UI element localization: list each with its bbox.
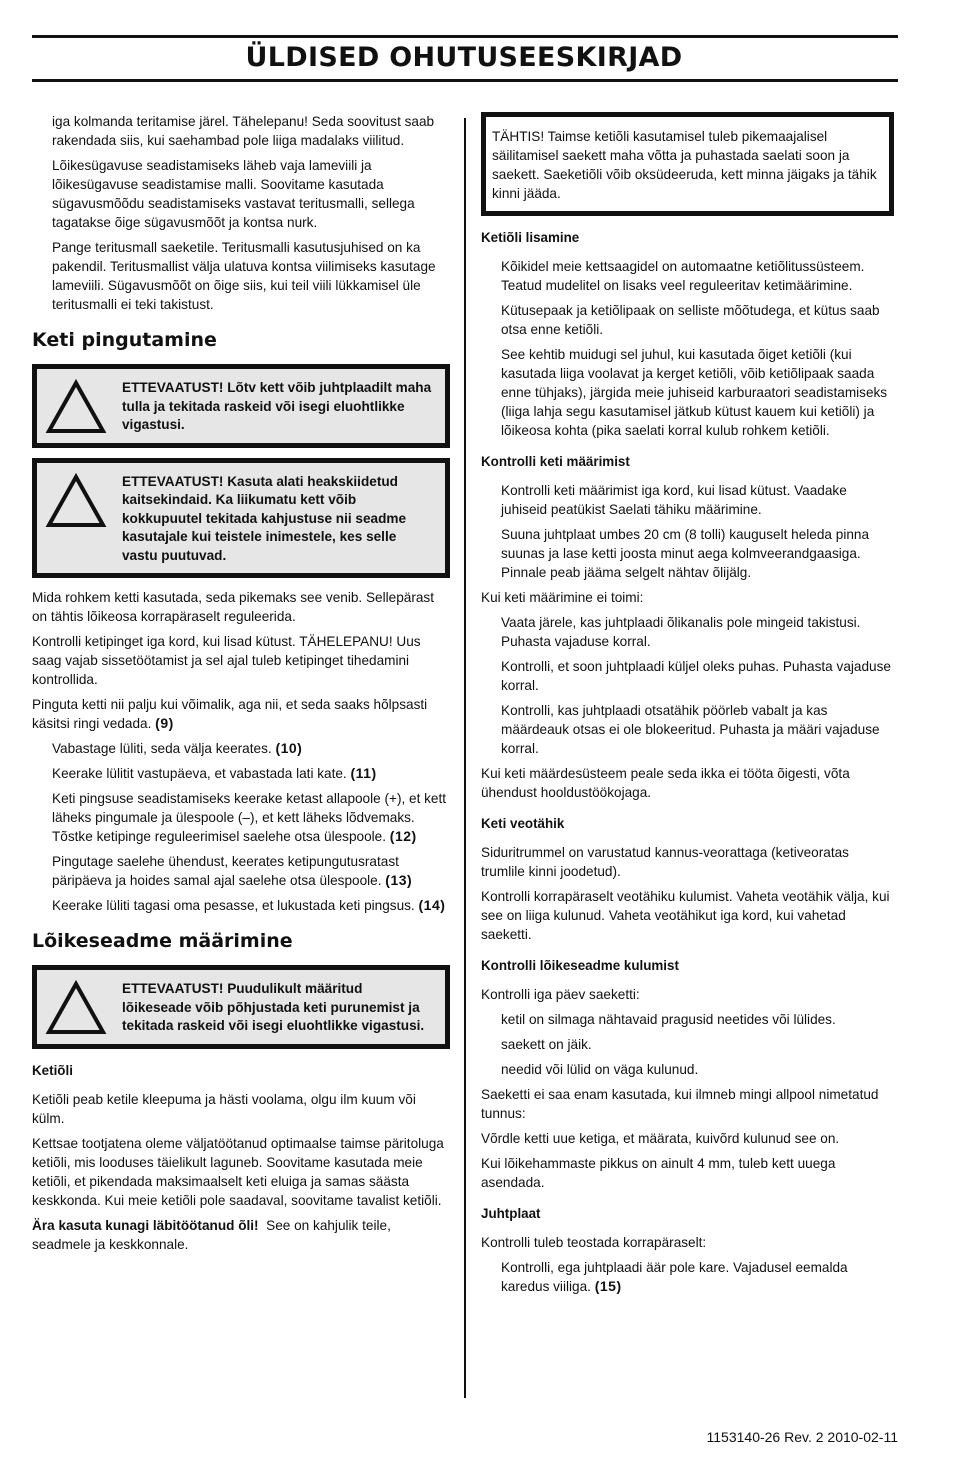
emphasis: Ära kasuta kunagi läbitöötanud õli! [32, 1217, 259, 1233]
paragraph: Kontrolli iga päev saeketti: [481, 987, 640, 1002]
header-rule-top [32, 35, 898, 38]
step: Vabastage lüliti, seda välja keerates. (10) [52, 740, 303, 756]
figure-ref: (15) [594, 1278, 622, 1294]
warning-triangle-icon [44, 979, 108, 1037]
column-divider [464, 118, 466, 1398]
page-title: ÜLDISED OHUTUSEESKIRJAD [245, 42, 683, 73]
subheading-sprocket: Keti veotähik [481, 816, 565, 831]
figure-ref: (13) [385, 872, 413, 888]
paragraph: Kontrolli ketipinget iga kord, kui lisad kütust. TÄHELEPANU! Uus saag vajab sissetöötamist ja sel ajal tuleb ketipinget tihedamini kontrollida. [32, 634, 421, 687]
warning-triangle-icon [44, 472, 108, 530]
list-item: needid või lülid on väga kulunud. [501, 1062, 699, 1077]
right-column [481, 112, 894, 1302]
subheading-guide-bar: Juhtplaat [481, 1206, 541, 1221]
step: Pingutage saelehe ühendust, keerates ketipungutusratast päripäeva ja hoides samal ajal saelehe otsa ülespoole. (13) [52, 854, 413, 888]
document-footer: 1153140-26 Rev. 2 2010-02-11 [706, 1429, 898, 1445]
intro-paragraph: Pange teritusmall saeketile. Teritusmalli kasutusjuhised on ka pakendil. Teritusmallist välja ulatuva kontsa viilimiseks kasutage lameviili. Sügavusmõõt on õige siis, kui teil viili lükkamisel üle teritusmalli ei teki takistust. [52, 240, 436, 312]
list-item: Vaata järele, kas juhtplaadi õlikanalis pole mingeid takistusi. Puhasta vajaduse korral. [501, 615, 861, 649]
header-rule-bottom [32, 79, 898, 82]
paragraph: Ära kasuta kunagi läbitöötanud õli! See on kahjulik teile, seadmele ja keskkonnale. [32, 1217, 391, 1252]
paragraph: Kui lõikehammaste pikkus on ainult 4 mm, tuleb kett uuega asendada. [481, 1156, 836, 1190]
section-heading-chain-tension: Keti pingutamine [32, 329, 217, 351]
warning-triangle-icon [44, 378, 108, 436]
section-heading-lubrication: Lõikeseadme määrimine [32, 930, 293, 952]
figure-ref: (10) [275, 740, 303, 756]
figure-ref: (14) [418, 897, 446, 913]
paragraph: Siduritrummel on varustatud kannus-veorattaga (ketiveoratas trumlile kinni joodetud). [481, 845, 849, 879]
warning-box-gloves [32, 458, 450, 579]
paragraph: Suuna juhtplaat umbes 20 cm (8 tolli) kauguselt heleda pinna suunas ja lase ketti joosta minut aega kolmveerandgaasiga. Pinnale peab jääma selgelt nähtav õlijälg. [501, 527, 870, 580]
warning-box-lubrication [32, 965, 450, 1049]
paragraph: Mida rohkem ketti kasutada, seda pikemaks see venib. Sellepärast on tähtis lõikeosa korrapäraselt reguleerida. [32, 590, 434, 624]
intro-paragraph: iga kolmanda teritamise järel. Tähelepanu! Seda soovitust saab rakendada siis, kui saehambad pole liiga madalaks viilitud. [52, 114, 435, 148]
important-note-box [481, 112, 894, 216]
list-item: ketil on silmaga nähtavaid pragusid neetides või lülides. [501, 1012, 836, 1027]
paragraph: Võrdle ketti uue ketiga, et määrata, kuivõrd kulunud see on. [481, 1131, 840, 1146]
list-item: Kontrolli, kas juhtplaadi otsatähik pöörleb vabalt ja kas määrdeauk otsas ei ole blokeeritud. Puhasta ja määri vajaduse korral. [501, 703, 880, 756]
paragraph: Pinguta ketti nii palju kui võimalik, aga nii, et seda saaks hõlpsasti käsitsi ringi vedada. (9) [32, 697, 428, 731]
paragraph: Kettsae tootjatena oleme väljatöötanud optimaalse taimse päritoluga ketiõli, mis looduses täielikult laguneb. Soovitame kasutada meie ketiõli, et pikendada maksimaalselt keti eluiga ja samas säästa keskkonda. Kui meie ketiõli pole saadaval, soovitame tavalist ketiõli. [32, 1135, 444, 1208]
paragraph: See kehtib muidugi sel juhul, kui kasutada õiget ketiõli (kui kasutada liiga voolavat ja kerget ketiõli, võib ketiõlipaak saada enne tühjaks), järgida meie juhiseid karburaatori seadistamiseks (liiga lahja segu kasutamisel jätkub kütust kauem kui ketiõli) ja lõikeosa kohta (pika saelati korral kulub rohkem ketiõli. [501, 347, 888, 438]
note-text: TÄHTIS! Taimse ketiõli kasutamisel tuleb pikemaajalisel säilitamisel saekett maha võtta ja puhastada saelati soon ja saekett. Saeketiõli võib oksüdeeruda, kett minna jäigaks ja tähik kinni jääda. [492, 129, 877, 201]
subheading-oil-adding: Ketiõli lisamine [481, 230, 580, 245]
warning-text: ETTEVAATUST! Lõtv kett võib juhtplaadilt maha tulla ja tekitada raskeid või isegi eluohtlikke vigastusi. [122, 380, 432, 432]
paragraph: Ketiõli peab ketile kleepuma ja hästi voolama, olgu ilm kuum või külm. [32, 1091, 416, 1126]
list-item: saekett on jäik. [501, 1037, 592, 1052]
paragraph: Kontrolli korrapäraselt veotähiku kulumist. Vaheta veotähik välja, kui see on liiga kulunud. Vaheta veotähikut iga kord, kui vahetad saeketti. [481, 889, 890, 942]
paragraph: Kontrolli keti määrimist iga kord, kui lisad kütust. Vaadake juhiseid peatükist Saelati tähiku määrimine. [501, 483, 847, 517]
warning-box-loose-chain [32, 364, 450, 448]
list-item: Kontrolli, ega juhtplaadi äär pole kare. Vajadusel eemalda karedus viiliga. (15) [501, 1260, 848, 1294]
left-column [32, 112, 450, 1260]
paragraph: Kõikidel meie kettsaagidel on automaatne ketiõlitussüsteem. Teatud mudelitel on lisaks veel reguleeritav ketimäärimine. [501, 259, 865, 293]
paragraph: Kütusepaak ja ketiõlipaak on selliste mõõtudega, et kütus saab otsa enne ketiõli. [501, 303, 880, 337]
paragraph: Kontrolli tuleb teostada korrapäraselt: [481, 1235, 707, 1250]
list-item: Kontrolli, et soon juhtplaadi küljel oleks puhas. Puhasta vajaduse korral. [501, 659, 891, 693]
figure-ref: (12) [389, 828, 417, 844]
paragraph: Kui keti määrdesüsteem peale seda ikka ei tööta õigesti, võta ühendust hooldustöökojaga. [481, 766, 850, 800]
warning-text: ETTEVAATUST! Puudulikult määritud lõikeseade võib põhjustada keti purunemist ja tekitada raskeid või isegi eluohtlikke vigastusi. [122, 981, 425, 1033]
step: Keerake lüliti tagasi oma pesasse, et lukustada keti pingsus. (14) [52, 897, 446, 913]
subheading-chain-oil: Ketiõli [32, 1062, 73, 1078]
figure-ref: (9) [155, 715, 174, 731]
paragraph: Saeketti ei saa enam kasutada, kui ilmneb mingi allpool nimetatud tunnus: [481, 1087, 879, 1121]
intro-paragraph: Lõikesügavuse seadistamiseks läheb vaja lameviili ja lõikesügavuse seadistamise malli. Soovitame kasutada sügavusmõõdu seadistamiseks vastavat teritusmalli, sellega tagatakse õige sügavusmõõt ja kontsa nurk. [52, 158, 415, 230]
step: Keti pingsuse seadistamiseks keerake ketast allapoole (+), et kett läheks pingumale ja ülespoole (–), et kett läheks lõdvemaks. Tõstke ketipinge reguleerimisel saelehe otsa ülespoole. (12) [52, 791, 447, 844]
subheading-wear: Kontrolli lõikeseadme kulumist [481, 958, 679, 973]
step: Keerake lülitit vastupäeva, et vabastada lati kate. (11) [52, 765, 377, 781]
figure-ref: (11) [350, 765, 377, 781]
subheading-check-lubrication: Kontrolli keti määrimist [481, 454, 630, 469]
paragraph: Kui keti määrimine ei toimi: [481, 590, 644, 605]
warning-text: ETTEVAATUST! Kasuta alati heakskiidetud kaitsekindaid. Ka liikumatu kett võib kokkupuutel tekitada kahjustuse nii seadme kasutajale kui teistele inimestele, kes selle vastu puutuvad. [122, 473, 407, 563]
